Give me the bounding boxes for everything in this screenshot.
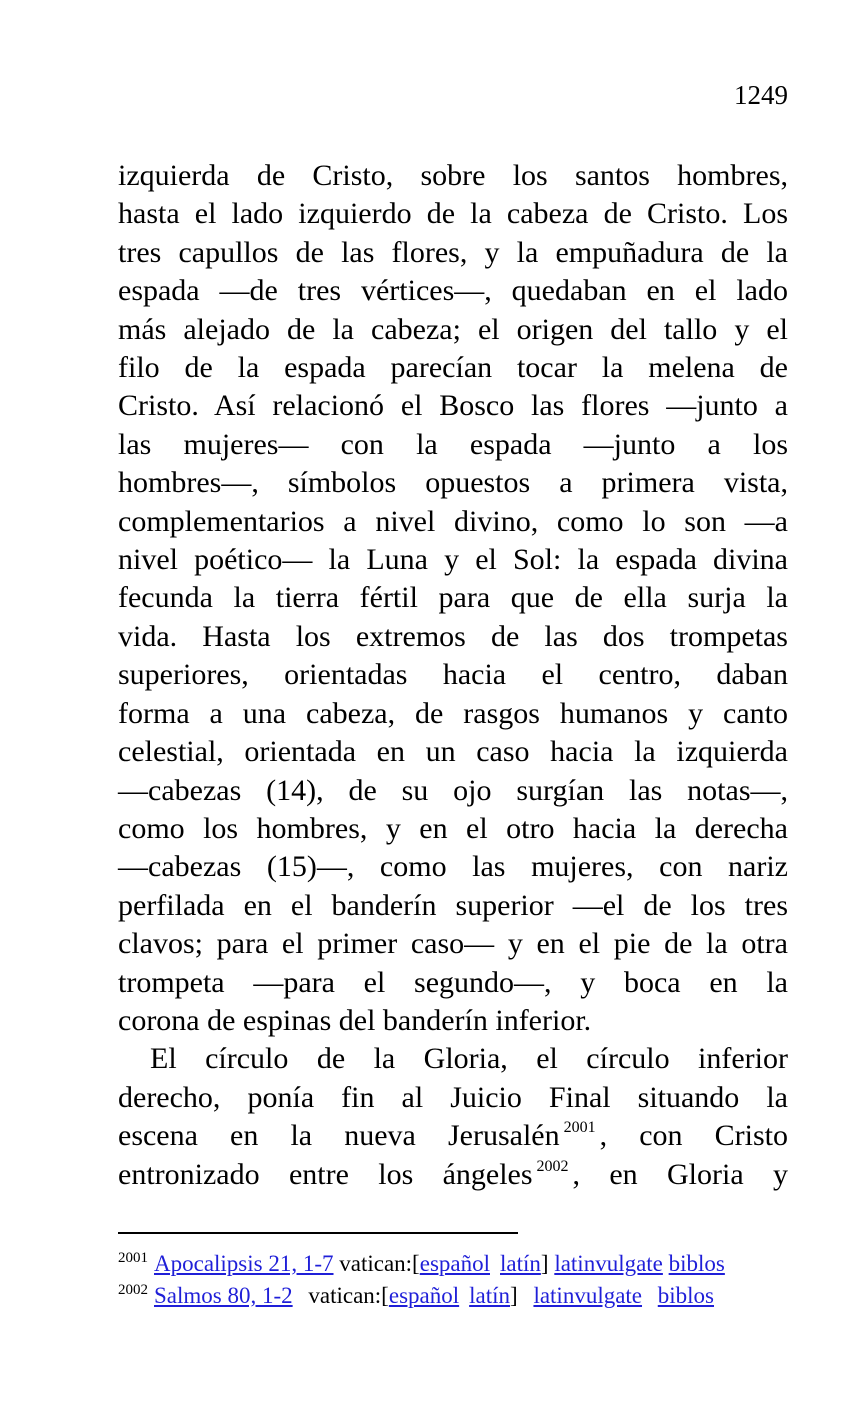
text-fragment: escena en la nueva Jerusalén: [118, 1119, 560, 1153]
text-line: clavos; para el primer caso— y en el pie de la otra: [118, 927, 788, 961]
text-line: —cabezas (14), de su ojo surgían las notas—,: [118, 773, 788, 807]
footnote-number: 2002: [118, 1282, 148, 1298]
body-text: [118, 157, 788, 1194]
latin-link[interactable]: latín: [500, 1251, 541, 1276]
footnote: [118, 1280, 788, 1312]
footnote-separator: [118, 1232, 518, 1234]
text-line: superiores, orientadas hacia el centro, daban: [118, 658, 788, 692]
text-line: espada —de tres vértices—, quedaban en el lado: [118, 274, 788, 308]
text-fragment: , en Gloria y: [572, 1157, 788, 1191]
spanish-link[interactable]: español: [388, 1283, 460, 1308]
text-line: fecunda la tierra fértil para que de ella surja la: [118, 581, 788, 615]
text-fragment: entronizado entre los ángeles: [118, 1157, 533, 1191]
bracket-close: ]: [540, 1251, 549, 1276]
vatican-prefix: vatican:[: [339, 1251, 420, 1276]
text-line: hombres—, símbolos opuestos a primera vista,: [118, 466, 788, 500]
spanish-link[interactable]: español: [419, 1251, 490, 1276]
page-number: 1249: [734, 80, 788, 110]
bracket-close: ]: [510, 1283, 518, 1308]
latin-link[interactable]: latín: [469, 1283, 511, 1308]
latinvulgate-link[interactable]: latinvulgate: [533, 1283, 643, 1308]
vatican-prefix: vatican:[: [308, 1283, 389, 1308]
text-line-with-footnote-ref: [118, 1156, 788, 1194]
footnote: [118, 1248, 788, 1280]
text-line: tres capullos de las flores, y la empuñadura de la: [118, 235, 788, 269]
text-line: —cabezas (15)—, como las mujeres, con nariz: [118, 850, 788, 884]
text-line: Cristo. Así relacionó el Bosco las flores —junto a: [118, 389, 788, 423]
text-line: nivel poético— la Luna y el Sol: la espada divina: [118, 543, 788, 577]
text-line: complementarios a nivel divino, como lo son —a: [118, 504, 788, 538]
text-line: celestial, orientada en un caso hacia la izquierda: [118, 735, 788, 769]
text-line: El círculo de la Gloria, el círculo inferior: [150, 1042, 788, 1076]
text-line: izquierda de Cristo, sobre los santos hombres,: [118, 159, 788, 192]
text-line: más alejado de la cabeza; el origen del tallo y el: [118, 312, 788, 346]
footnote-number: 2001: [118, 1250, 148, 1266]
footnotes: [118, 1248, 788, 1312]
biblos-link[interactable]: biblos: [668, 1251, 725, 1276]
text-line: vida. Hasta los extremos de las dos trompetas: [118, 619, 788, 653]
text-line: corona de espinas del banderín inferior.: [118, 1003, 592, 1037]
text-line: derecho, ponía fin al Juicio Final situando la: [118, 1080, 788, 1114]
text-fragment: , con Cristo: [599, 1119, 788, 1153]
text-line: perfilada en el banderín superior —el de los tres: [118, 888, 788, 922]
scripture-link[interactable]: Apocalipsis 21, 1-7: [154, 1251, 334, 1276]
text-line: las mujeres— con la espada —junto a los: [118, 427, 788, 461]
text-line: trompeta —para el segundo—, y boca en la: [118, 965, 788, 999]
footnote-ref: 2001: [563, 1119, 596, 1137]
text-line: hasta el lado izquierdo de la cabeza de Cristo. Los: [118, 197, 788, 231]
text-line: como los hombres, y en el otro hacia la derecha: [118, 811, 788, 845]
text-line: filo de la espada parecían tocar la melena de: [118, 351, 788, 385]
text-line: forma a una cabeza, de rasgos humanos y canto: [118, 696, 788, 730]
biblos-link[interactable]: biblos: [657, 1283, 714, 1308]
latinvulgate-link[interactable]: latinvulgate: [554, 1251, 663, 1276]
footnote-ref: 2002: [536, 1157, 569, 1175]
text-line-with-footnote-ref: [118, 1117, 788, 1155]
scripture-link[interactable]: Salmos 80, 1-2: [154, 1283, 293, 1308]
